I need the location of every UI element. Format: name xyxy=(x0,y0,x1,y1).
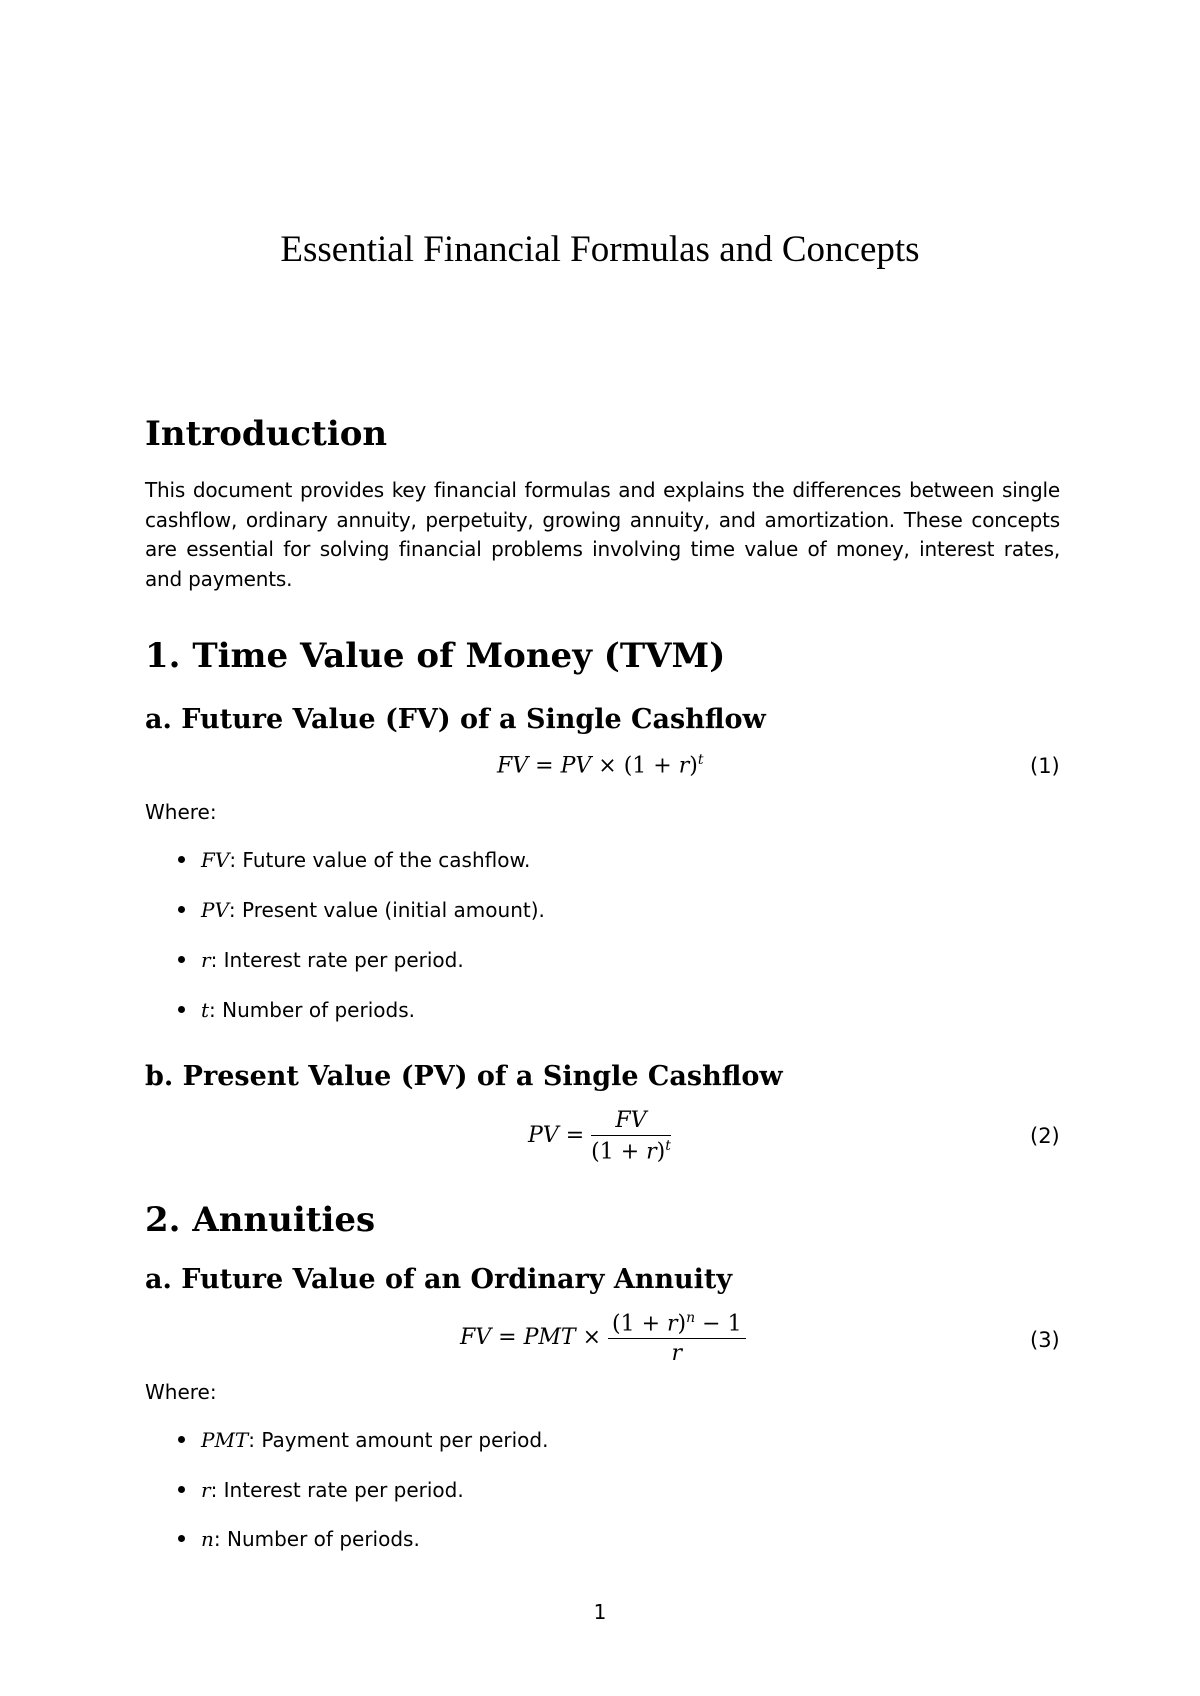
page-number: 1 xyxy=(593,1600,607,1624)
equation-2-number: (2) xyxy=(1030,1124,1060,1148)
section-1-heading: 1. Time Value of Money (TVM) xyxy=(145,636,726,676)
list-item: PV: Present value (initial amount). xyxy=(178,898,545,922)
list-item: n: Number of periods. xyxy=(178,1527,420,1551)
equation-3-number: (3) xyxy=(1030,1328,1060,1352)
list-item: r: Interest rate per period. xyxy=(178,1478,464,1502)
where-label-1: Where: xyxy=(145,800,217,824)
section-2-heading: 2. Annuities xyxy=(145,1200,376,1240)
bullet-icon xyxy=(178,1436,185,1443)
intro-paragraph: This document provides key financial formulas and explains the differences between single cashflow, ordinary annuity, perpetuity, growing annuity, and amortization. These concepts are essential for solving financial problems involving time value of money, interest rates, and payments. xyxy=(145,478,1060,591)
equation-1: FV = PV × $(1 + r)^t$ xyxy=(497,752,704,779)
list-item: r: Interest rate per period. xyxy=(178,948,464,972)
equation-1-number: (1) xyxy=(1030,754,1060,778)
bullet-icon xyxy=(178,1006,185,1013)
list-item: t: Number of periods. xyxy=(178,998,415,1022)
bullet-icon xyxy=(178,1486,185,1493)
bullet-icon xyxy=(178,906,185,913)
equation-2: PV = $\frac{FV}{(1 + r)^t}$ xyxy=(528,1108,671,1165)
bullet-icon xyxy=(178,1535,185,1542)
section-2a-heading: a. Future Value of an Ordinary Annuity xyxy=(145,1264,733,1295)
section-1a-heading: a. Future Value (FV) of a Single Cashflow xyxy=(145,704,766,735)
intro-heading: Introduction xyxy=(145,414,388,454)
list-item: FV: Future value of the cashflow. xyxy=(178,848,530,872)
section-1b-heading: b. Present Value (PV) of a Single Cashflow xyxy=(145,1061,783,1092)
bullet-icon xyxy=(178,956,185,963)
document-title: Essential Financial Formulas and Concepts xyxy=(280,229,920,270)
where-label-2: Where: xyxy=(145,1380,217,1404)
list-item: PMT: Payment amount per period. xyxy=(178,1428,548,1452)
equation-3: FV = PMT × $\frac{(1 + r)^n - 1}{r}$ xyxy=(460,1310,746,1366)
bullet-icon xyxy=(178,856,185,863)
